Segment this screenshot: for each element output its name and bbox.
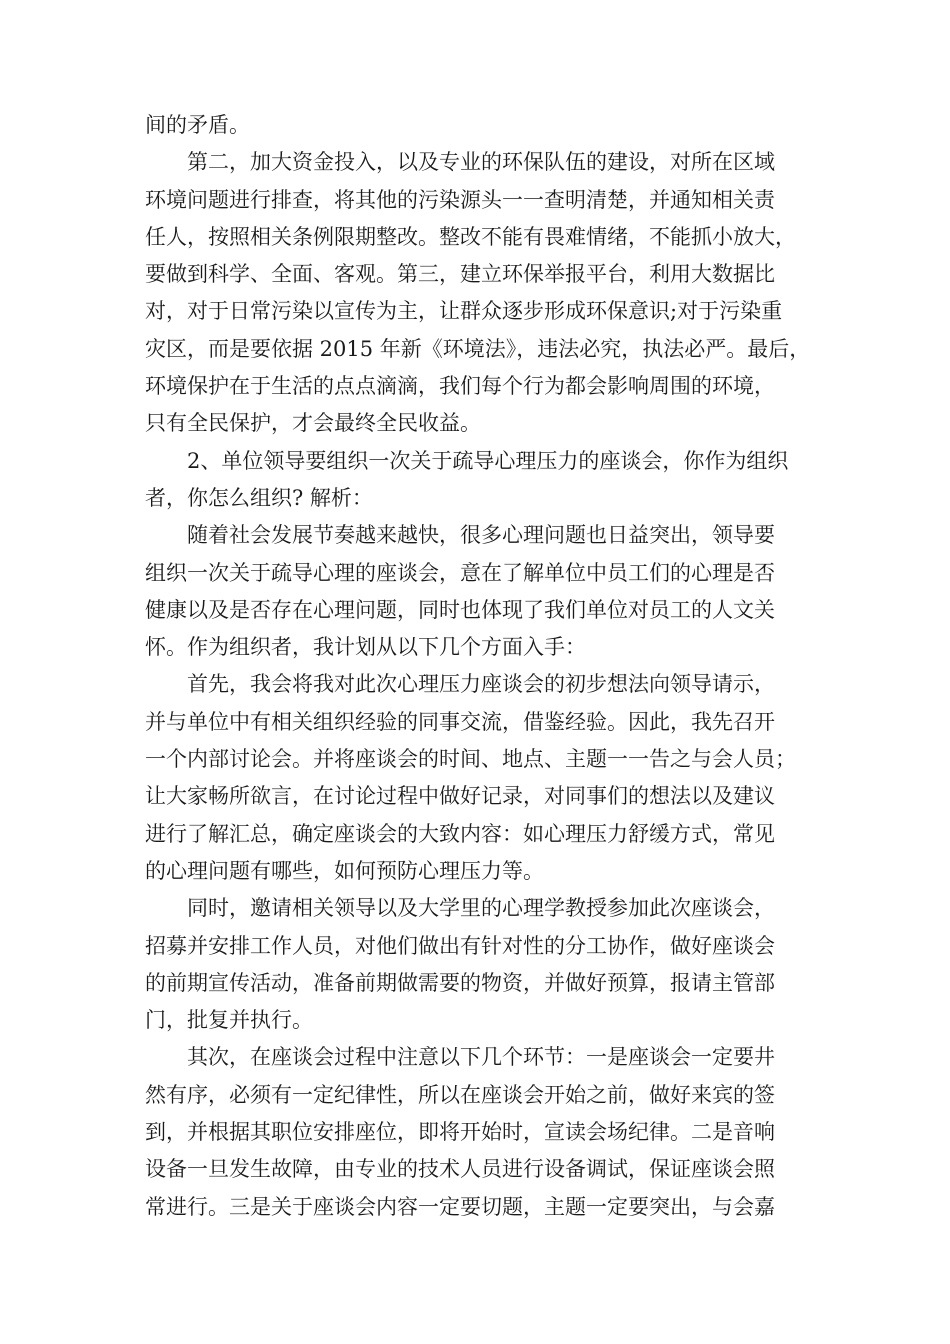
- text-line: 常进行。三是关于座谈会内容一定要切题，主题一定要突出，与会嘉: [145, 1194, 775, 1219]
- text-line: 者，你怎么组织? 解析：: [145, 485, 373, 510]
- text-line: 其次，在座谈会过程中注意以下几个环节：一是座谈会一定要井: [187, 1045, 775, 1070]
- text-line: 2、单位领导要组织一次关于疏导心理压力的座谈会，你作为组织: [187, 448, 789, 473]
- text-line: 同时，邀请相关领导以及大学里的心理学教授参加此次座谈会，: [187, 896, 775, 921]
- text-line: 设备一旦发生故障，由专业的技术人员进行设备调试，保证座谈会照: [145, 1157, 775, 1182]
- text-line: 只有全民保护，才会最终全民收益。: [145, 411, 481, 436]
- text-line: 间的矛盾。: [145, 113, 250, 137]
- text-line: 要做到科学、全面、客观。第三，建立环保举报平台，利用大数据比: [145, 262, 775, 287]
- text-line: 随着社会发展节奏越来越快，很多心理问题也日益突出，领导要: [187, 523, 775, 548]
- text-line: 第二，加大资金投入，以及专业的环保队伍的建设，对所在区域: [187, 150, 775, 175]
- text-line: 对，对于日常污染以宣传为主，让群众逐步形成环保意识;对于污染重: [145, 299, 783, 324]
- text-line: 并与单位中有相关组织经验的同事交流，借鉴经验。因此，我先召开: [145, 709, 775, 734]
- text-line: 的心理问题有哪些，如何预防心理压力等。: [145, 858, 544, 883]
- text-line: 到，并根据其职位安排座位，即将开始时，宣读会场纪律。二是音响: [145, 1120, 775, 1145]
- text-line: 怀。作为组织者，我计划从以下几个方面入手：: [145, 635, 586, 660]
- text-line: 一个内部讨论会。并将座谈会的时间、地点、主题一一告之与会人员；: [145, 747, 796, 772]
- text-line: 灾区，而是要依据 2015 年新《环境法》，违法必究，执法必严。最后，: [145, 336, 811, 361]
- document-body: [145, 107, 817, 1226]
- text-line: 门，批复并执行。: [145, 1008, 313, 1033]
- text-line: 环境问题进行排查，将其他的污染源头一一查明清楚，并通知相关责: [145, 187, 775, 212]
- text-line: 的前期宣传活动，准备前期做需要的物资，并做好预算，报请主管部: [145, 970, 775, 995]
- text-line: 组织一次关于疏导心理的座谈会，意在了解单位中员工们的心理是否: [145, 560, 775, 585]
- text-line: 环境保护在于生活的点点滴滴，我们每个行为都会影响周围的环境，: [145, 374, 775, 399]
- text-line: 招募并安排工作人员，对他们做出有针对性的分工协作，做好座谈会: [145, 933, 775, 958]
- text-line: 首先，我会将我对此次心理压力座谈会的初步想法向领导请示，: [187, 672, 775, 697]
- text-line: 健康以及是否存在心理问题，同时也体现了我们单位对员工的人文关: [145, 597, 775, 622]
- text-line: 然有序，必须有一定纪律性，所以在座谈会开始之前，做好来宾的签: [145, 1082, 775, 1107]
- text-line: 进行了解汇总，确定座谈会的大致内容：如心理压力舒缓方式，常见: [145, 821, 775, 846]
- text-line: 让大家畅所欲言，在讨论过程中做好记录，对同事们的想法以及建议: [145, 784, 775, 809]
- text-line: 任人，按照相关条例限期整改。整改不能有畏难情绪，不能抓小放大，: [145, 224, 796, 249]
